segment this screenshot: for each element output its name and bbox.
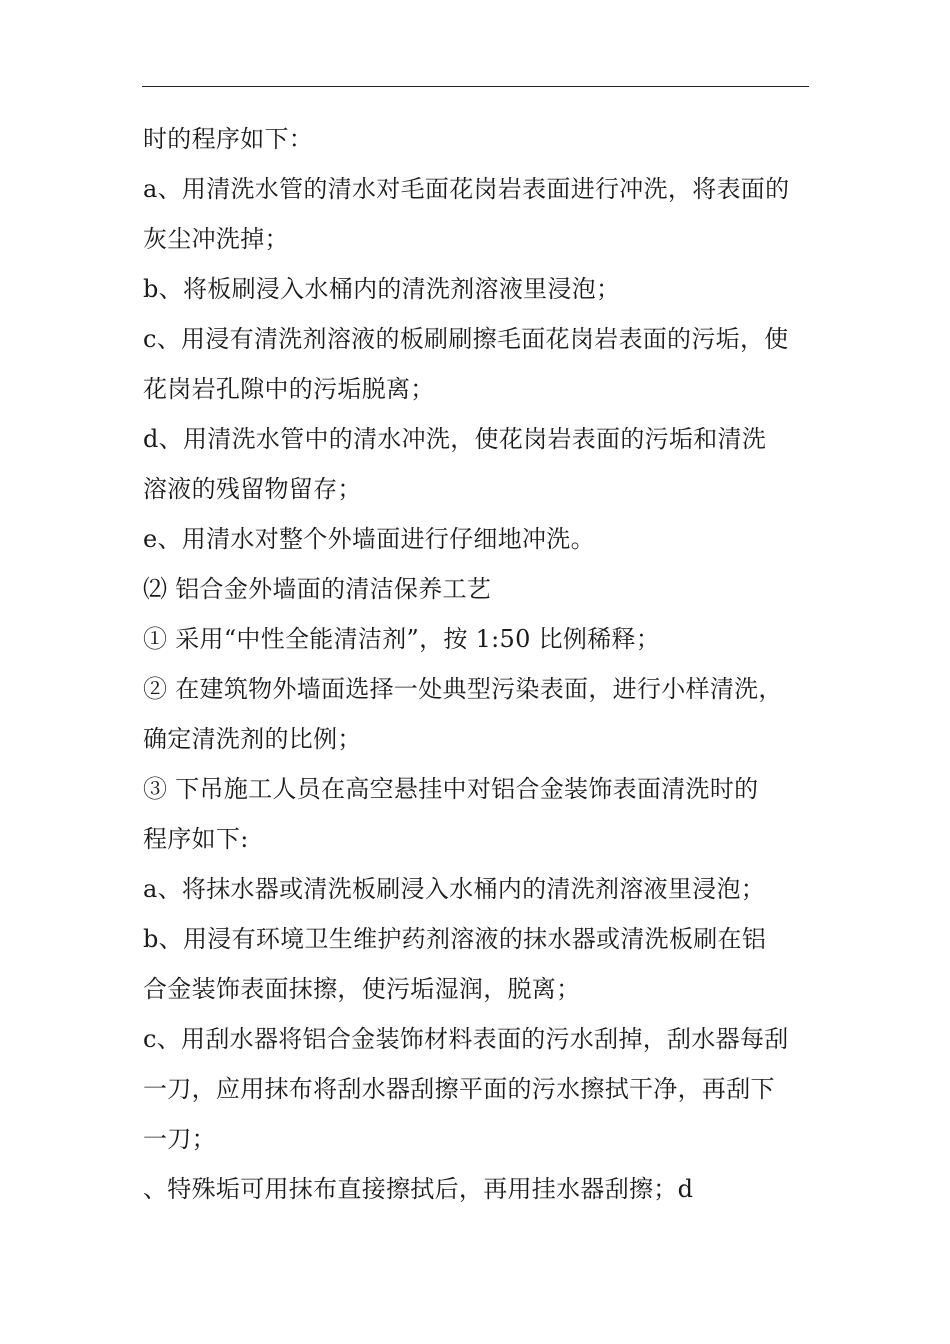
text-line: b、将板刷浸入水桶内的清洗剂溶液里浸泡； (143, 275, 621, 303)
text-line: a、将抹水器或清洗板刷浸入水桶内的清洗剂溶液里浸泡； (143, 875, 766, 903)
text-line: ② 在建筑物外墙面选择一处典型污染表面，进行小样清洗， (143, 675, 783, 703)
text-line: 合金装饰表面抹擦，使污垢湿润，脱离； (143, 975, 581, 1003)
text-line: 确定清洗剂的比例； (143, 725, 362, 753)
text-line: a、用清洗水管的清水对毛面花岗岩表面进行冲洗，将表面的 (143, 175, 790, 203)
text-line: 一刀，应用抹布将刮水器刮擦平面的污水擦拭干净，再刮下 (143, 1075, 775, 1103)
text-line: ① 采用“中性全能清洁剂”，按 1:50 比例稀释； (143, 625, 661, 653)
header-rule (142, 86, 809, 87)
text-line: e、用清水对整个外墙面进行仔细地冲洗。 (143, 525, 595, 553)
text-line: 一刀； (143, 1125, 216, 1153)
text-line: b、用浸有环境卫生维护药剂溶液的抹水器或清洗板刷在铝 (143, 925, 767, 953)
text-line: c、用浸有清洗剂溶液的板刷刷擦毛面花岗岩表面的污垢，使 (143, 325, 789, 353)
text-line: 花岗岩孔隙中的污垢脱离； (143, 375, 435, 403)
text-line: d、用清洗水管中的清水冲洗，使花岗岩表面的污垢和清洗 (143, 425, 767, 453)
text-line: c、用刮水器将铝合金装饰材料表面的污水刮掉，刮水器每刮 (143, 1025, 789, 1053)
body-text (143, 114, 811, 1214)
text-line: 时的程序如下： (143, 125, 314, 153)
text-line: ③ 下吊施工人员在高空悬挂中对铝合金装饰表面清洗时的 (143, 775, 759, 803)
text-line: 灰尘冲洗掉； (143, 225, 289, 253)
text-line: 溶液的残留物留存； (143, 475, 362, 503)
text-line: 程序如下: (143, 825, 249, 853)
text-line: ⑵ 铝合金外墙面的清洁保养工艺 (143, 575, 492, 603)
text-line: 、特殊垢可用抹布直接擦拭后，再用挂水器刮擦；d (143, 1175, 694, 1203)
